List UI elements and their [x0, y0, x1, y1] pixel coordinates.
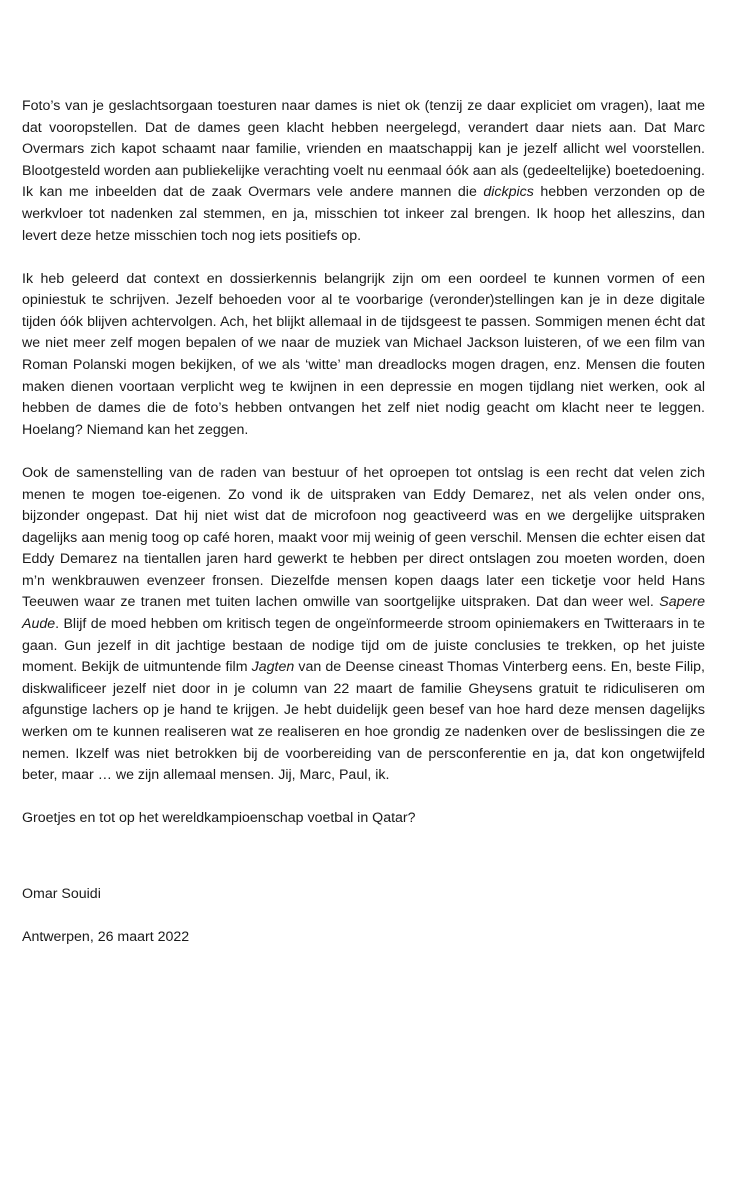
italic-segment: Jagten	[251, 659, 295, 676]
paragraph-1	[22, 96, 705, 247]
text-segment: Foto’s van je geslachtsorgaan toesturen naar dames is niet ok (tenzij ze daar expliciet om vragen), laat me dat vooropstellen. Dat de dames geen klacht hebben neergelegd, verandert daar niets aan. Dat Marc Overmars zich kapot schaamt naar familie, vrienden en maatschappij kan je jezelf allicht wel voorstellen. Blootgesteld worden aan publiekelijke verachting voelt nu eenmaal óók aan als (gedeeltelijke) boetedoening. Ik kan me inbeelden dat de zaak Overmars vele andere mannen die	[22, 98, 705, 201]
text-segment: Ook de samenstelling van de raden van bestuur of het oproepen tot ontslag is een recht dat velen zich menen te mogen toe-eigenen. Zo vond ik de uitspraken van Eddy Demarez, net als velen onder ons, bijzonder ongepast. Dat hij niet wist dat de microfoon nog geactiveerd was en we dergelijke uitspraken dagelijks aan menig toog op café horen, maakt voor mij weinig of geen verschil. Mensen die echter eisen dat Eddy Demarez na tientallen jaren hard gewerkt te hebben per direct ontslagen zou moeten worden, doen m’n wenkbrauwen evenzeer fronsen. Diezelfde mensen kopen daags later een ticketje voor held Hans Teeuwen waar ze tranen met tuiten lachen omwille van soortgelijke uitspraken. Dat dan weer wel.	[22, 464, 705, 611]
place-date: Antwerpen, 26 maart 2022	[22, 929, 190, 945]
text-segment: . Blijf de moed hebben om kritisch tegen de ongeïnformeerde stroom opiniemakers en Twitteraars in te gaan. Gun jezelf in dit jachtige bestaan de nodige tijd om de juiste conclusies te trekken, op het juiste moment. Bekijk de uitmuntende film	[22, 616, 705, 676]
signature-block	[22, 884, 705, 949]
text-segment: Ik heb geleerd dat context en dossierkennis belangrijk zijn om een oordeel te kunnen vormen of een opiniestuk te schrijven. Jezelf behoeden voor al te voorbarige (veronder)stellingen kan je in deze digitale tijden óók blijven achtervolgen. Ach, het blijkt allemaal in de tijdsgeest te passen. Sommigen menen écht dat we niet meer zelf mogen bepalen of we naar de muziek van Michael Jackson luisteren, of we een film van Roman Polanski mogen bekijken, of we als ‘witte’ man dreadlocks mogen dragen, enz. Mensen die fouten maken dienen voortaan verplicht weg te kwijnen in een depressie en mogen tijdlang niet werken, ook al hebben de dames die de foto’s hebben ontvangen het zelf niet nodig geacht om klacht neer te leggen. Hoelang? Niemand kan het zeggen.	[22, 270, 705, 438]
author-name: Omar Souidi	[22, 885, 101, 902]
letter	[22, 96, 705, 970]
closing-line: Groetjes en tot op het wereldkampioenschap voetbal in Qatar?	[22, 810, 416, 827]
letter-body	[22, 96, 705, 787]
italic-segment: dickpics	[483, 184, 534, 201]
paragraph-3	[22, 463, 705, 787]
paragraph-2	[22, 269, 705, 442]
text-segment: hebben verzonden op de werkvloer tot nadenken zal stemmen, en ja, misschien tot inkeer zal brengen. Ik hoop het alleszins, dan levert deze hetze misschien toch nog iets positiefs op.	[22, 184, 705, 244]
text-segment: van de Deense cineast Thomas Vinterberg eens. En, beste Filip, diskwalificeer jezelf niet door in je column van 22 maart de familie Gheysens gratuit te ridiculiseren om afgunstige lachers op je hand te krijgen. Je hebt duidelijk geen besef van hoe hard deze mensen dagelijks werken om te kunnen realiseren wat ze realiseren en hoe grondig ze nadenken over de beslissingen die ze nemen. Ikzelf was niet betrokken bij de voorbereiding van de persconferentie en ja, dat kon ongetwijfeld beter, maar … we zijn allemaal mensen. Jij, Marc, Paul, ik.	[22, 659, 705, 784]
italic-segment: Sapere Aude	[22, 594, 705, 633]
